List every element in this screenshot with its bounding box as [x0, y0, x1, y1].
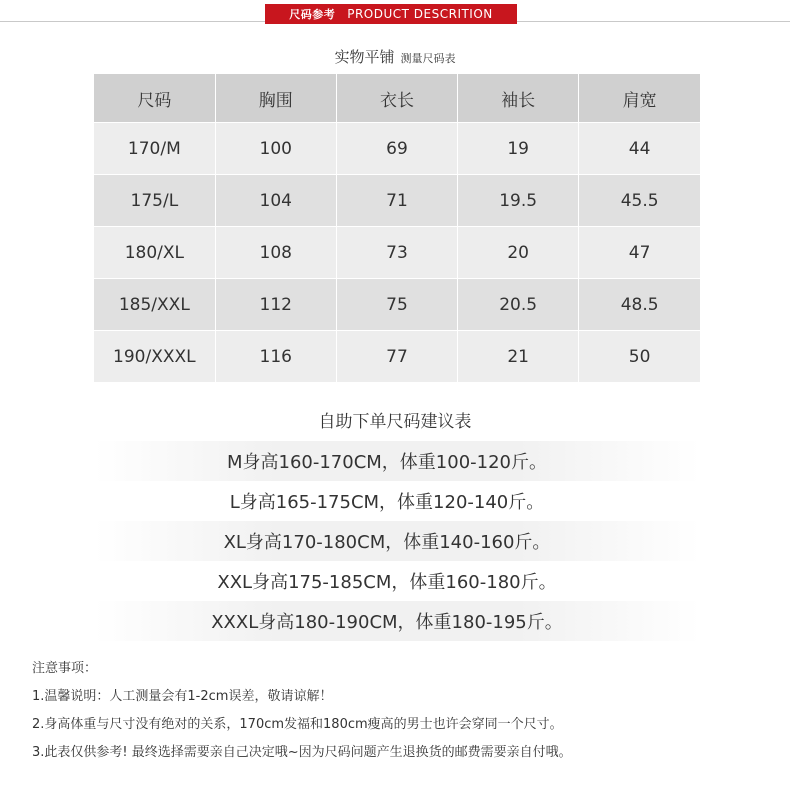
subtitle-small: 测量尺码表: [400, 52, 456, 65]
cell-sleeve: 20.5: [458, 279, 579, 331]
cell-shoulder: 47: [579, 227, 700, 279]
size-table: [94, 74, 700, 383]
header-length: 衣长: [336, 74, 457, 123]
recommendation-item: XXL身高175-185CM，体重160-180斤。: [217, 572, 557, 593]
table-row: [94, 227, 700, 279]
note-item: 2.身高体重与尺寸没有绝对的关系，170cm发福和180cm瘦高的男士也许会穿同一个尺寸。: [32, 717, 563, 732]
banner-title-en: PRODUCT DESCRITION: [347, 7, 493, 21]
table-header-row: [94, 74, 700, 123]
table-row: [94, 331, 700, 383]
cell-shoulder: 48.5: [579, 279, 700, 331]
banner-title-cn: 尺码参考: [289, 8, 336, 21]
cell-size: 180/XL: [94, 227, 215, 279]
cell-size: 185/XXL: [94, 279, 215, 331]
cell-shoulder: 45.5: [579, 175, 700, 227]
cell-chest: 104: [215, 175, 336, 227]
cell-shoulder: 44: [579, 123, 700, 175]
recommendation-title: 自助下单尺码建议表: [318, 412, 472, 432]
table-row: [94, 123, 700, 175]
cell-length: 71: [336, 175, 457, 227]
cell-chest: 108: [215, 227, 336, 279]
recommendation-item: XL身高170-180CM，体重140-160斤。: [94, 521, 700, 561]
notes-section: [32, 660, 572, 772]
cell-chest: 100: [215, 123, 336, 175]
cell-sleeve: 21: [458, 331, 579, 383]
recommendation-item: M身高160-170CM，体重100-120斤。: [94, 441, 700, 481]
cell-sleeve: 20: [458, 227, 579, 279]
cell-size: 175/L: [94, 175, 215, 227]
table-row: [94, 175, 700, 227]
cell-length: 75: [336, 279, 457, 331]
cell-chest: 112: [215, 279, 336, 331]
cell-size: 170/M: [94, 123, 215, 175]
cell-size: 190/XXXL: [94, 331, 215, 383]
cell-chest: 116: [215, 331, 336, 383]
section-banner: [265, 4, 517, 24]
cell-length: 73: [336, 227, 457, 279]
recommendation-item: XXXL身高180-190CM，体重180-195斤。: [94, 601, 700, 641]
note-item: 1.温馨说明：人工测量会有1-2cm误差，敬请谅解！: [32, 689, 333, 704]
table-subtitle: [0, 46, 790, 67]
recommendation-list: [94, 441, 700, 641]
header-chest: 胸围: [215, 74, 336, 123]
cell-length: 69: [336, 123, 457, 175]
cell-length: 77: [336, 331, 457, 383]
recommendation-item: L身高165-175CM，体重120-140斤。: [229, 492, 545, 513]
notes-title: 注意事项：: [32, 661, 98, 676]
header-sleeve: 袖长: [458, 74, 579, 123]
subtitle-main: 实物平铺: [334, 48, 395, 66]
header-size: 尺码: [94, 74, 215, 123]
cell-sleeve: 19.5: [458, 175, 579, 227]
header-shoulder: 肩宽: [579, 74, 700, 123]
table-row: [94, 279, 700, 331]
cell-sleeve: 19: [458, 123, 579, 175]
cell-shoulder: 50: [579, 331, 700, 383]
note-item: 3.此表仅供参考! 最终选择需要亲自己决定哦~因为尺码问题产生退换货的邮费需要亲自付哦。: [32, 745, 572, 760]
